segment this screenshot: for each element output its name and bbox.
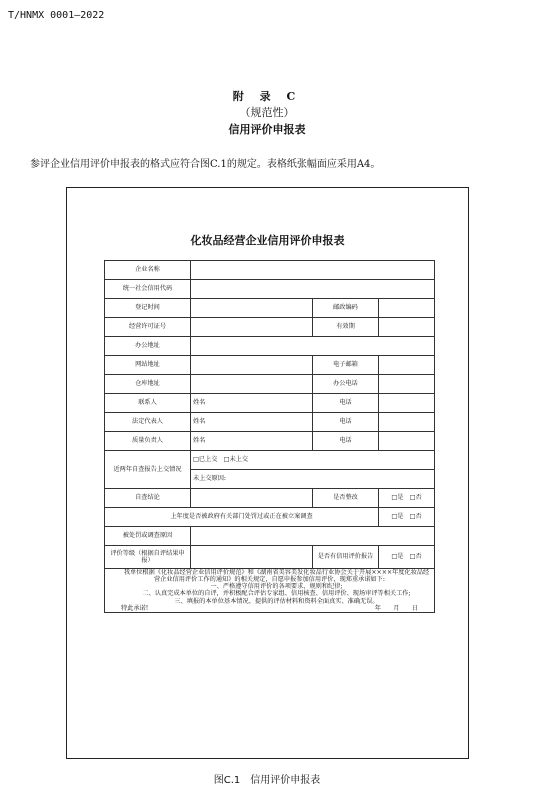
document-id: T/HNMX 0001—2022 [8, 10, 105, 21]
field-quality-lead-phone [379, 432, 435, 451]
legal-rep-phone-label: 电话 [313, 413, 379, 432]
form-title: 化妆品经营企业信用评价申报表 [190, 234, 345, 247]
field-legal-rep-phone [379, 413, 435, 432]
intro-paragraph: 参评企业信用评价申报表的格式应符合图C.1的规定。表格纸张幅面应采用A4。 [30, 159, 381, 170]
field-license [191, 318, 313, 337]
label-website: 网站地址 [105, 356, 191, 375]
appendix-nature: （规范性） [239, 106, 295, 119]
table-row [105, 527, 435, 546]
label-self-check-conclusion: 自查结论 [105, 489, 191, 508]
table-row [105, 318, 435, 337]
table-row [105, 432, 435, 451]
table-row [105, 546, 435, 569]
application-form-table [104, 260, 435, 613]
pledge-paragraph-1: 我单位根据《化妆品经营企业信用评价规范》和《湖南省美容美发化妆品行业协会关于开展××××年度化妆品经营企业信用评价工作的通知》的相关规定，自愿申报参加信用评价，现郑重承诺如下: [123, 569, 430, 584]
pledge-paragraph-4: 三、填报的本单位基本情况、提供的评估材料和资料全面真实、准确无误。 [174, 597, 379, 605]
quality-lead-name-label: 姓名 [191, 432, 313, 451]
table-row [105, 337, 435, 356]
pledge-date: 年 月 日 [374, 604, 419, 612]
contact-phone-label: 电话 [313, 394, 379, 413]
label-self-check-report: 近两年自查报告上交情况 [105, 451, 191, 489]
table-row [105, 375, 435, 394]
table-row [105, 489, 435, 508]
table-row [105, 356, 435, 375]
submitted-options: □已上交 □未上交 [191, 451, 435, 470]
contact-name-label: 姓名 [191, 394, 313, 413]
pledge-paragraph-3: 二、认真完成本单位的自评，并积极配合评估专家组、信用核查、信用评价、现场审评等相关工作; [142, 590, 411, 598]
label-legal-rep: 法定代表人 [105, 413, 191, 432]
field-credit-code [191, 280, 435, 299]
legal-rep-name-label: 姓名 [191, 413, 313, 432]
field-office-phone [379, 375, 435, 394]
field-penalty-reason [191, 527, 435, 546]
label-penalty-question: 上年度是否被政府有关部门处罚过或正在被立案调查 [105, 508, 379, 527]
label-postcode: 邮政编码 [313, 299, 379, 318]
table-row [105, 451, 435, 470]
label-rating-level: 评价等级（根据自评结果申报） [105, 546, 191, 569]
label-office-addr: 办公地址 [105, 337, 191, 356]
pledge-paragraph-2: 一、严格遵守信用评价的各项要求、规则和纪律; [210, 583, 343, 591]
not-submitted-reason: 未上交原因: [191, 470, 435, 489]
figure-frame [66, 187, 469, 759]
label-company-name: 企业名称 [105, 261, 191, 280]
appendix-title: 附 录 C [232, 90, 302, 103]
label-validity: 有效期 [313, 318, 379, 337]
penalty-options: □是 □否 [379, 508, 435, 527]
field-company-name [191, 261, 435, 280]
field-validity [379, 318, 435, 337]
label-quality-lead: 质量负责人 [105, 432, 191, 451]
label-email: 电子邮箱 [313, 356, 379, 375]
label-reg-time: 登记时间 [105, 299, 191, 318]
field-email [379, 356, 435, 375]
field-contact-phone [379, 394, 435, 413]
table-row [105, 413, 435, 432]
label-office-phone: 办公电话 [313, 375, 379, 394]
table-row [105, 299, 435, 318]
table-row [105, 261, 435, 280]
label-license: 经营许可证号 [105, 318, 191, 337]
label-rectified: 是否整改 [313, 489, 379, 508]
table-row [105, 508, 435, 527]
table-row [105, 394, 435, 413]
quality-lead-phone-label: 电话 [313, 432, 379, 451]
figure-caption: 图C.1 信用评价申报表 [213, 775, 321, 786]
pledge-closing: 特此承诺! [121, 604, 149, 612]
field-rating-level [191, 546, 313, 569]
field-warehouse [191, 375, 313, 394]
table-row [105, 569, 435, 613]
label-has-report: 是否有信用评价报告 [313, 546, 379, 569]
rectified-options: □是 □否 [379, 489, 435, 508]
label-warehouse: 仓库地址 [105, 375, 191, 394]
table-row [105, 280, 435, 299]
field-postcode [379, 299, 435, 318]
field-office-addr [191, 337, 435, 356]
field-reg-time [191, 299, 313, 318]
label-credit-code: 统一社会信用代码 [105, 280, 191, 299]
label-penalty-reason: 被处罚或调查原因 [105, 527, 191, 546]
pledge-closing-line [107, 605, 432, 612]
pledge-statement [105, 569, 435, 613]
field-self-check-conclusion [191, 489, 313, 508]
has-report-options: □是 □否 [379, 546, 435, 569]
label-contact: 联系人 [105, 394, 191, 413]
field-website [191, 356, 313, 375]
appendix-name: 信用评价申报表 [228, 123, 306, 136]
